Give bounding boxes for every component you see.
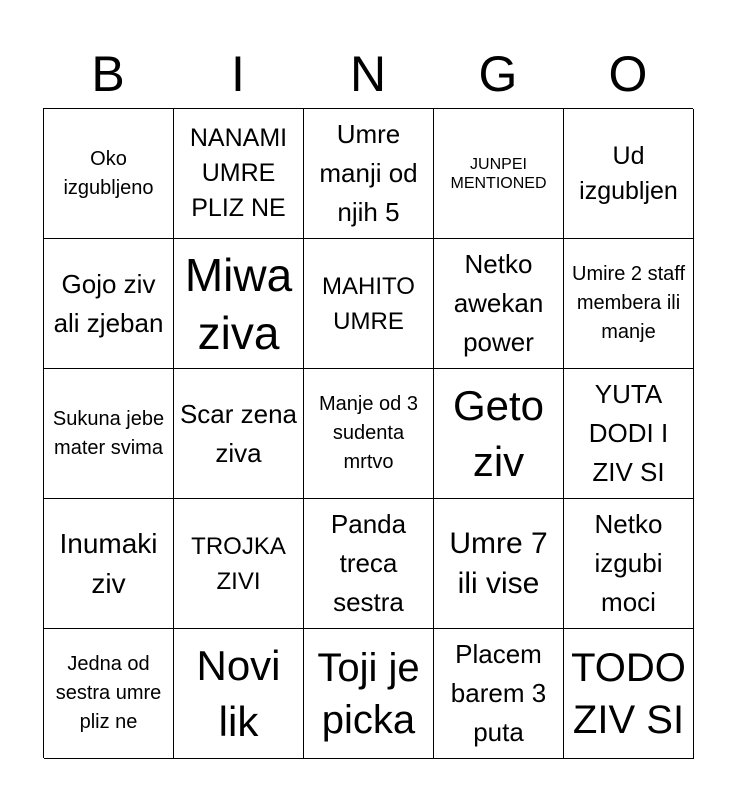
bingo-board	[43, 108, 693, 758]
bingo-cell-2-3[interactable]	[304, 239, 434, 369]
bingo-cell-1-5[interactable]	[564, 109, 694, 239]
header-letter-o: O	[608, 46, 648, 102]
cell-text: TODO ZIV SI	[571, 645, 686, 742]
bingo-cell-3-4[interactable]	[434, 369, 564, 499]
bingo-cell-1-3[interactable]	[304, 109, 434, 239]
bingo-cell-3-1[interactable]	[44, 369, 174, 499]
bingo-cell-2-5[interactable]	[564, 239, 694, 369]
bingo-cell-4-4[interactable]	[434, 499, 564, 629]
cell-text: YUTA DODI I ZIV SI	[588, 379, 669, 487]
bingo-cell-2-1[interactable]	[44, 239, 174, 369]
cell-text: Manje od 3 sudenta mrtvo	[319, 393, 418, 473]
header-letter-b: B	[91, 46, 125, 102]
bingo-cell-4-3[interactable]	[304, 499, 434, 629]
cell-text: Umre manji od njih 5	[319, 119, 418, 227]
bingo-cell-5-4[interactable]	[434, 629, 564, 759]
bingo-cell-3-3[interactable]	[304, 369, 434, 499]
bingo-cell-3-5[interactable]	[564, 369, 694, 499]
cell-text: Jedna od sestra umre pliz ne	[55, 653, 162, 733]
bingo-header	[43, 40, 693, 108]
bingo-cell-5-2[interactable]	[174, 629, 304, 759]
cell-text: Netko awekan power	[453, 249, 544, 357]
cell-text: JUNPEI MENTIONED	[450, 155, 547, 192]
bingo-cell-2-4[interactable]	[434, 239, 564, 369]
cell-text: Novi lik	[196, 641, 281, 745]
bingo-cell-1-2[interactable]	[174, 109, 304, 239]
bingo-cell-4-2[interactable]	[174, 499, 304, 629]
bingo-cell-5-3[interactable]	[304, 629, 434, 759]
header-letter-i: I	[231, 46, 245, 102]
cell-text: Umre 7 ili vise	[449, 526, 548, 600]
cell-text: Netko izgubi moci	[594, 509, 663, 617]
header-letter-g: G	[478, 46, 518, 102]
bingo-cell-2-2[interactable]	[174, 239, 304, 369]
bingo-cell-1-1[interactable]	[44, 109, 174, 239]
bingo-cell-4-5[interactable]	[564, 499, 694, 629]
cell-text: Placem barem 3 puta	[450, 639, 547, 747]
bingo-cell-4-1[interactable]	[44, 499, 174, 629]
bingo-cell-1-4[interactable]	[434, 109, 564, 239]
cell-text: Oko izgubljeno	[63, 147, 154, 199]
header-letter-n: N	[349, 46, 387, 102]
cell-text: MAHITO UMRE	[322, 272, 415, 335]
cell-text: Umire 2 staff membera ili manje	[572, 263, 685, 343]
cell-text: Inumaki ziv	[59, 527, 158, 599]
cell-text: Miwa ziva	[184, 248, 293, 359]
cell-text: Geto ziv	[452, 381, 545, 485]
cell-text: Ud izgubljen	[579, 141, 678, 205]
cell-text: Sukuna jebe mater svima	[52, 407, 165, 459]
cell-text: Gojo ziv ali zjeban	[53, 268, 164, 338]
bingo-cell-3-2[interactable]	[174, 369, 304, 499]
bingo-cell-5-1[interactable]	[44, 629, 174, 759]
cell-text: NANAMI UMRE PLIZ NE	[189, 124, 288, 222]
cell-text: TROJKA ZIVI	[191, 532, 286, 595]
bingo-cell-5-5[interactable]	[564, 629, 694, 759]
cell-text: Scar zena ziva	[179, 398, 298, 468]
cell-text: Toji je picka	[317, 645, 420, 742]
cell-text: Panda treca sestra	[330, 509, 407, 617]
